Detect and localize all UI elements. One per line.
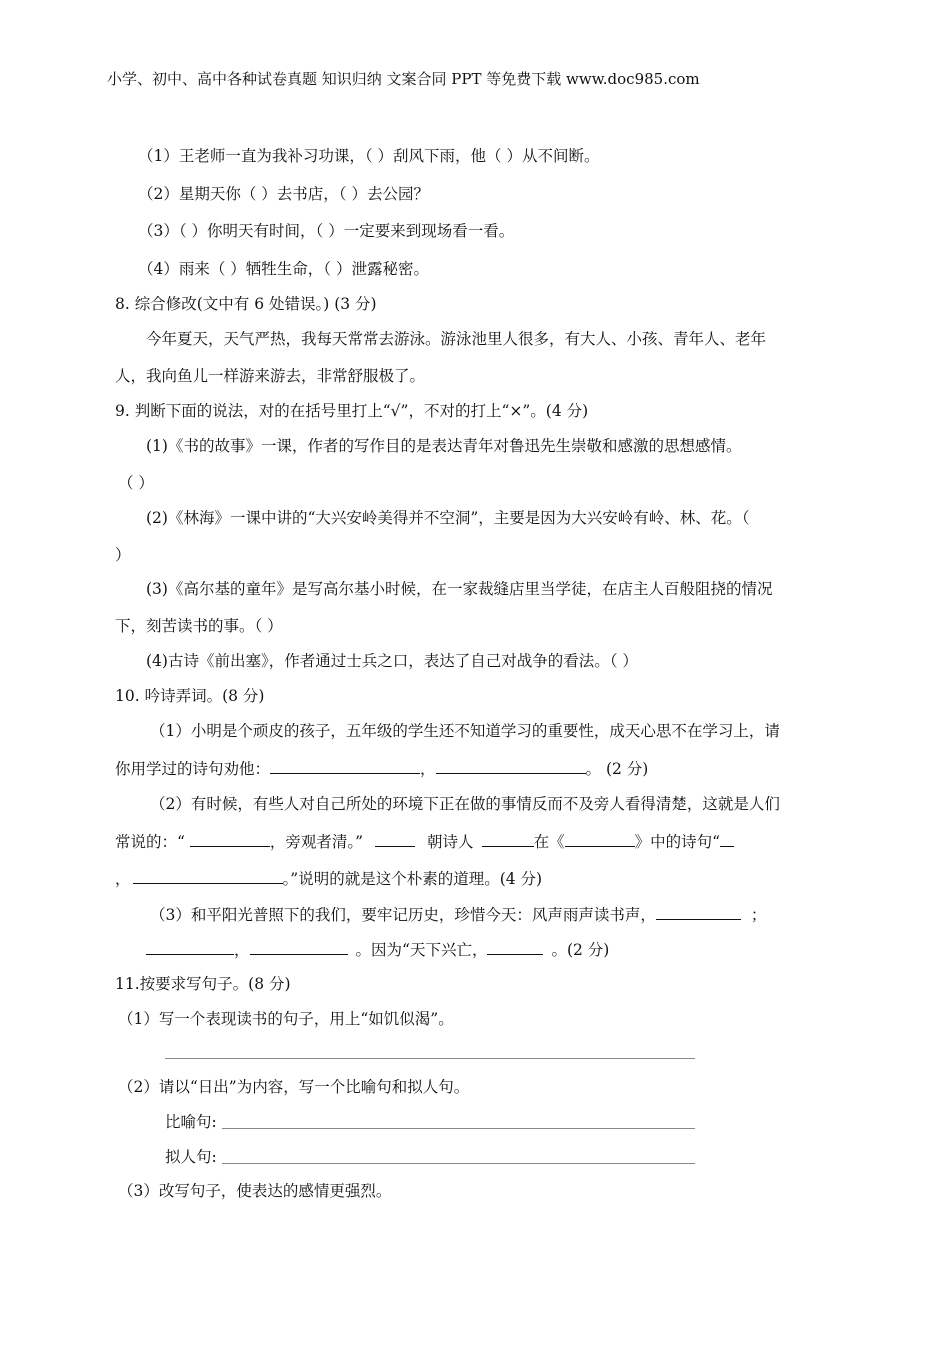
q10-sub2-prompt: 常说的：“ [115, 833, 190, 851]
q7-item-1: （1）王老师一直为我补习功课，（ ）刮风下雨，他（ ）从不间断。 [138, 147, 600, 165]
q10-sub1-line-1: （1）小明是个顽皮的孩子，五年级的学生还不知道学习的重要性，成天心思不在学习上，请 [150, 722, 780, 740]
q8-paragraph-line-1: 今年夏天，天气严热，我每天常常去游泳。游泳池里人很多，有大人、小孩、青年人、老年 [146, 330, 767, 348]
answer-blank[interactable] [656, 903, 741, 920]
q10-sub1-prompt: 你用学过的诗句劝他： [115, 760, 271, 778]
q10-sub2-end: 。”说明的就是这个朴素的道理。(4 分) [282, 870, 543, 888]
q10-sub3-end: 。(2 分) [551, 941, 610, 959]
metaphor-label: 比喻句: [165, 1113, 217, 1131]
personification-label: 拟人句: [165, 1148, 217, 1166]
answer-blank[interactable] [146, 938, 234, 955]
q11-title: 11.按要求写句子。(8 分) [115, 975, 291, 993]
q7-item-4: （4）雨来（ ）牺牲生命，（ ）泄露秘密。 [138, 260, 429, 278]
q11-part-3: （3）改写句子，使表达的感情更强烈。 [118, 1182, 392, 1200]
q8-paragraph-line-2: 人，我向鱼儿一样游来游去，非常舒服极了。 [115, 367, 426, 385]
answer-blank[interactable] [250, 938, 348, 955]
q10-sub3-line-2 [146, 938, 609, 961]
q10-sub3-comma: ， [234, 941, 250, 959]
answer-blank[interactable] [482, 830, 534, 847]
answer-blank[interactable] [565, 830, 635, 847]
q10-sub3-prompt: （3）和平阳光普照下的我们，要牢记历史，珍惜今天：风声雨声读书声， [150, 906, 656, 924]
q10-sub2-comma: ， [115, 870, 131, 888]
personification-answer-line[interactable] [222, 1163, 695, 1164]
q9-item-2-cont: ） [115, 546, 131, 564]
page-header: 小学、初中、高中各种试卷真题 知识归纳 文案合同 PPT 等免费下载 www.doc985.com [107, 70, 700, 88]
q10-title: 10. 吟诗弄词。(8 分) [115, 687, 265, 705]
answer-blank[interactable] [720, 830, 734, 847]
q10-sub3-line-1 [150, 903, 766, 926]
q10-sub2-dynasty: 朝诗人 [427, 833, 474, 851]
answer-blank[interactable] [487, 938, 543, 955]
q11-part-1: （1）写一个表现读书的句子，用上“如饥似渴”。 [118, 1010, 454, 1028]
q10-sub3-semicolon: ； [750, 906, 767, 924]
q10-sub3-saying: 。因为“天下兴亡， [355, 941, 488, 959]
q8-title: 8. 综合修改(文中有 6 处错误。) (3 分) [115, 295, 377, 313]
q10-sub1-end: 。 (2 分) [585, 760, 649, 778]
metaphor-answer-line[interactable] [222, 1128, 695, 1129]
q10-sub2-line-3 [115, 867, 542, 890]
answer-line[interactable] [165, 1058, 695, 1059]
q10-sub2-in: 在《 [533, 833, 565, 851]
q10-sub1-line-2 [115, 757, 648, 780]
answer-blank[interactable] [190, 830, 270, 847]
q10-sub1-comma: ， [420, 760, 436, 778]
q9-item-1-cont: （ ） [118, 474, 154, 492]
q9-item-4: (4)古诗《前出塞》，作者通过士兵之口，表达了自己对战争的看法。（ ） [146, 652, 638, 670]
answer-blank[interactable] [436, 757, 586, 774]
q10-sub2-line-1: （2）有时候，有些人对自己所处的环境下正在做的事情反而不及旁人看得清楚，这就是人们 [150, 795, 780, 813]
q9-title: 9. 判断下面的说法，对的在括号里打上“√”，不对的打上“×”。(4 分) [115, 402, 589, 420]
q9-item-1: (1)《书的故事》一课，作者的写作目的是表达青年对鲁迅先生崇敬和感激的思想感情。 [146, 437, 742, 455]
q10-sub2-line-2 [115, 830, 734, 853]
q10-sub2-poem: 》中的诗句“ [634, 833, 721, 851]
q10-sub2-quote: ，旁观者清。” [269, 833, 364, 851]
q11-part-2: （2）请以“日出”为内容，写一个比喻句和拟人句。 [118, 1078, 470, 1096]
answer-blank[interactable] [270, 757, 420, 774]
q9-item-3: (3)《高尔基的童年》是写高尔基小时候，在一家裁缝店里当学徒，在店主人百般阻挠的情况 [146, 580, 773, 598]
q7-item-3: （3）（ ）你明天有时间，（ ）一定要来到现场看一看。 [138, 222, 515, 240]
answer-blank[interactable] [375, 830, 415, 847]
answer-blank[interactable] [133, 867, 283, 884]
q9-item-3-cont: 下，刻苦读书的事。（ ） [115, 617, 283, 635]
q9-item-2: (2)《林海》一课中讲的“大兴安岭美得并不空洞”，主要是因为大兴安岭有岭、林、花。（ [146, 509, 750, 527]
q7-item-2: （2）星期天你（ ）去书店，（ ）去公园？ [138, 185, 429, 203]
